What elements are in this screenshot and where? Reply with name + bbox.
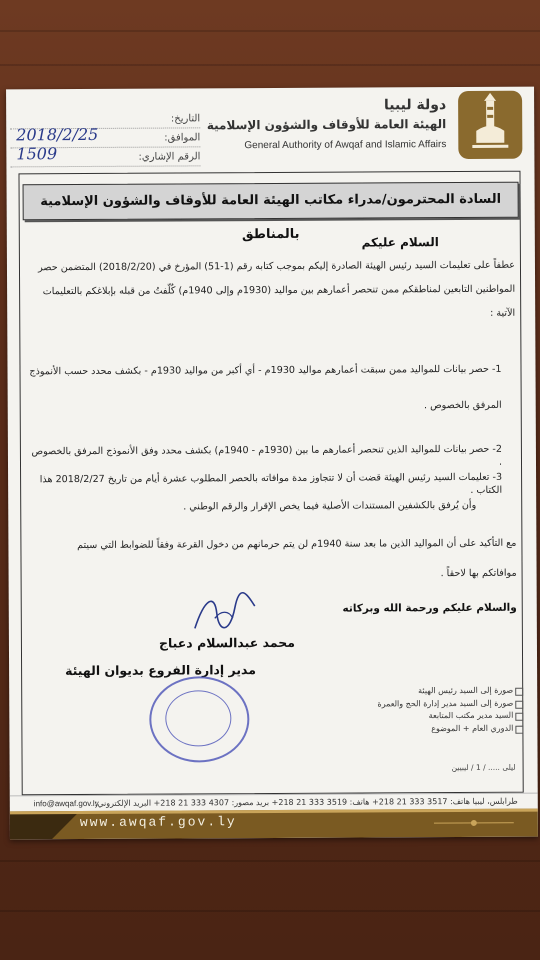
reference-block xyxy=(10,110,200,168)
cc-list xyxy=(373,685,523,736)
authority-name-english: General Authority of Awqaf and Islamic Affairs xyxy=(244,139,447,152)
corresponding-label: الموافق: xyxy=(164,132,201,144)
note-line-1: مع التأكيد على أن المواليد الذين ما بعد سنة 1940م لن يتم حرمانهم من دخول القرعة وفقاً للضوابط التي سيتم xyxy=(77,537,517,552)
reference-value: 1509 xyxy=(16,144,58,164)
cc-item: الدوري العام + الموضوع xyxy=(373,722,523,735)
authority-name-arabic: الهيئة العامة للأوقاف والشؤون الإسلامية xyxy=(206,117,447,133)
website-url: www.awqaf.gov.ly xyxy=(79,814,237,831)
state-name: دولة ليبيا xyxy=(383,97,447,114)
signatory-name: محمد عبدالسلام دعباج xyxy=(158,634,296,651)
date-label: التاريخ: xyxy=(170,113,201,125)
subject-line: السادة المحترمون/مدراء مكاتب الهيئة العامة للأوقاف والشؤون الإسلامية بالمناطق xyxy=(23,182,519,221)
item-1-line-2: المرفق بالخصوص . xyxy=(423,399,502,412)
contact-email: info@awqaf.gov.ly xyxy=(33,798,99,809)
greeting: السلام عليكم xyxy=(361,235,439,250)
signatory-title: مدير إدارة الفروع بديوان الهيئة xyxy=(65,662,256,679)
paragraph-1-line-1: عطفاً على تعليمات السيد رئيس الهيئة الصادرة إليكم بموجب كتابه رقم (1-51) المؤرخ في (2018/2/20) المتضمن حصر xyxy=(38,259,515,274)
item-3-line-2: وأن يُرفق بالكشفين المستندات الأصلية فيما يخص الإقرار والرقم الوطني . xyxy=(183,499,477,513)
cc-item: السيد مدير مكتب المتابعة xyxy=(373,710,523,723)
item-1-line-1: 1- حصر بيانات للمواليد ممن سبقت أعمارهم مواليد 1930م - أي أكبر من مواليد 1930م - بكشف محدد حسب الأنموذج xyxy=(29,363,502,378)
letterhead xyxy=(6,87,534,172)
handwritten-signature xyxy=(185,588,265,638)
cc-item: صورة إلى السيد مدير إدارة الحج والعمرة xyxy=(373,697,523,710)
closing-greeting: والسلام عليكم ورحمة الله وبركاته xyxy=(342,601,517,615)
item-2: 2- حصر بيانات للمواليد الذين تنحصر أعمارهم ما بين (1930م - 1940م) بكشف محدد وفق الأنموذج المرفق بالخصوص . xyxy=(31,443,503,468)
authority-logo-icon xyxy=(458,91,522,159)
cc-item: صورة إلى السيد رئيس الهيئة xyxy=(373,685,523,698)
note-line-2: موافاتكم بها لاحقاً . xyxy=(440,567,517,580)
item-3-line-1: 3- تعليمات السيد رئيس الهيئة قضت أن لا تتجاوز مدة موافاته بالحصر المطلوب عشرة أيام من تاريخ 2018/2/27 هذا الكتاب . xyxy=(39,471,503,496)
footer-bar xyxy=(10,809,538,840)
reference-label: الرقم الإشاري: xyxy=(138,151,201,163)
letter-paper xyxy=(6,87,538,840)
official-stamp-icon xyxy=(149,676,249,763)
footer-ornament-icon xyxy=(434,817,514,829)
paragraph-1-line-2: المواطنين التابعين لمناطقكم ممن تنحصر أعمارهم بين مواليد (1930م وإلى 1940م) كُلّفتُ من قبله بإبلاغكم بالتعليمات xyxy=(42,283,516,298)
reference-number-row xyxy=(10,144,201,167)
contact-details: طرابلس، ليبيا هاتف: 3517 333 21 218+ هاتف: 3519 333 21 218+ بريد مصور: 4307 333 21 218+ البريد الإلكتروني: xyxy=(94,796,518,808)
paragraph-1-line-3: الآتية : xyxy=(490,307,516,319)
cc-footer-code: ليلى ..... / 1 / ليبيين xyxy=(451,762,516,773)
corresponding-value: 2018/2/25 xyxy=(16,124,99,145)
